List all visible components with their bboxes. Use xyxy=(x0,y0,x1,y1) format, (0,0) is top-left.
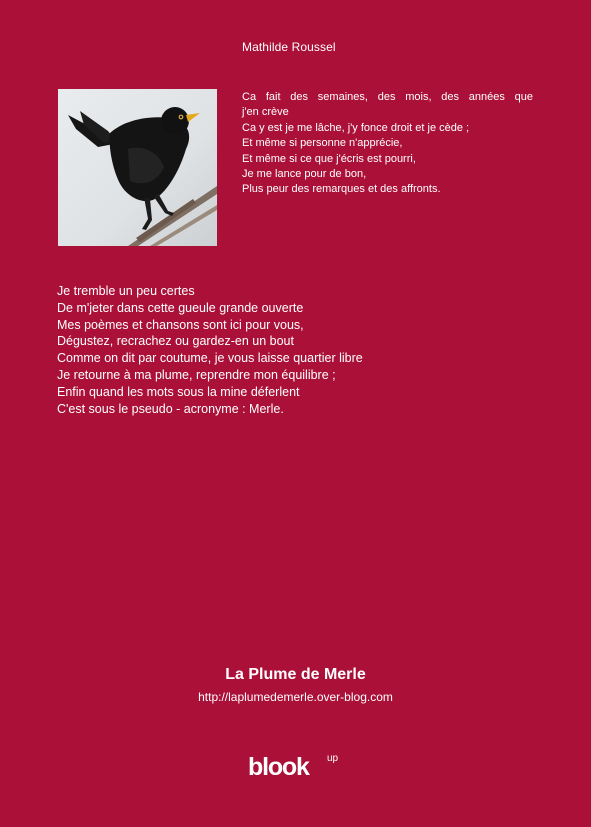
poem-line: Mes poèmes et chansons sont ici pour vous, xyxy=(57,317,304,332)
poem-line: Et même si personne n'apprécie, xyxy=(242,137,403,150)
logo-wordmark: blook xyxy=(248,753,309,781)
poem-line: j'en crève xyxy=(242,106,289,119)
poem-line: Je tremble un peu certes xyxy=(57,284,195,298)
stanza-two xyxy=(57,283,477,417)
blackbird-photo xyxy=(58,89,217,246)
logo-superscript: up xyxy=(327,753,339,764)
stanza-one xyxy=(242,90,533,198)
poem-line: Plus peur des remarques et des affronts. xyxy=(242,183,441,196)
poem-line: Enfin quand les mots sous la mine déferlent xyxy=(57,384,300,399)
poem-line: Et même si ce que j'écris est pourri, xyxy=(242,152,416,165)
poem-line: Je me lance pour de bon, xyxy=(242,168,367,181)
blog-url-link[interactable]: http://laplumedemerle.over-blog.com xyxy=(198,690,393,704)
poem-line: Dégustez, recrachez ou gardez-en un bout xyxy=(57,334,294,349)
poem-line: Comme on dit par coutume, je vous laisse quartier libre xyxy=(57,351,363,366)
author-name: Mathilde Roussel xyxy=(242,40,336,54)
poem-line: C'est sous le pseudo - acronyme : Merle. xyxy=(57,401,284,416)
poem-line: Je retourne à ma plume, reprendre mon équilibre ; xyxy=(57,367,336,382)
blookup-logo xyxy=(248,752,348,784)
blog-title: La Plume de Merle xyxy=(225,666,366,683)
poem-line: De m'jeter dans cette gueule grande ouverte xyxy=(57,300,304,315)
poem-line: Ca fait des semaines, des mois, des années que xyxy=(242,91,533,103)
poem-line: Ca y est je me lâche, j'y fonce droit et je cède ; xyxy=(242,121,470,134)
